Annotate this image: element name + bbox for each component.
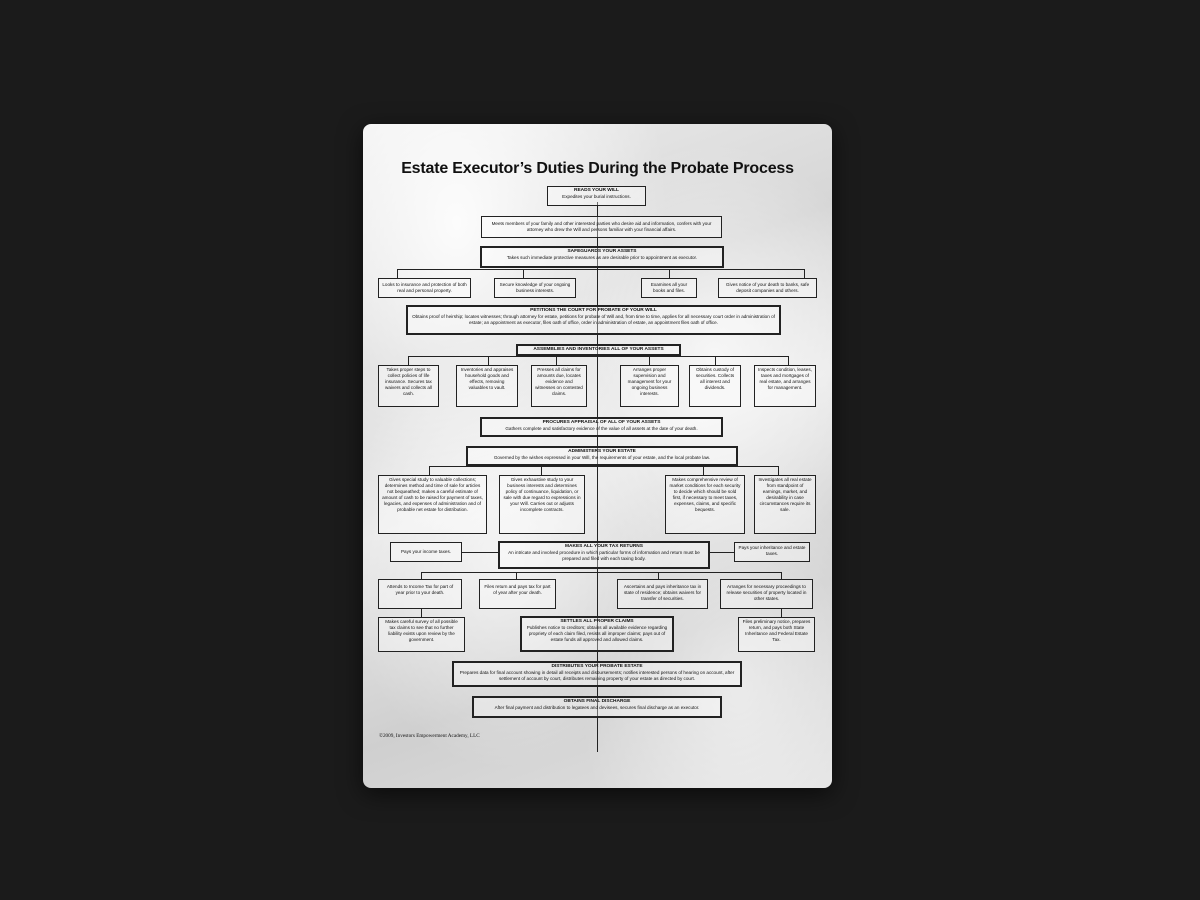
tax-returns-box: MAKES ALL YOUR TAX RETURNS An intricate and involved procedure in which particular forms of information and return must be prepared and filed with each taxing body.	[498, 541, 710, 569]
settles-box: SETTLES ALL PROPER CLAIMS Publishes notice to creditors; obtains all available evidence regarding propriety of each claim filed, resists all improper claims; pays out of estate funds all approved and allowed claims.	[520, 616, 674, 652]
meets-members-box: Meets members of your family and other interested parties who desire aid and information, confers with your attorney who drew the Will and persons familiar with your financial affairs.	[481, 216, 722, 238]
connector	[703, 466, 704, 475]
connector	[658, 572, 659, 579]
connector	[397, 269, 805, 270]
connector	[421, 572, 781, 573]
connector	[541, 466, 542, 475]
safeguards-box: SAFEGUARDS YOUR ASSETS Takes such immediate protective measures as are desirable prior to appointment as executor.	[480, 246, 724, 268]
reads-will-box: READS YOUR WILL Expedites your burial instructions.	[547, 186, 646, 206]
connector	[710, 552, 734, 553]
connector	[429, 466, 430, 475]
connector	[669, 269, 670, 278]
administer-item: Gives exhaustive study to your business interests and determines policy of continuance, liquidation, or sale with due regard to expressions in your Will. Carries out or adjusts incomplete contracts.	[499, 475, 585, 534]
pays-inheritance-box: Pays your inheritance and estate taxes.	[734, 542, 810, 562]
files-preliminary-box: Files preliminary notice, prepares return, and pays both State Inheritance and Federal Estate Tax.	[738, 617, 815, 652]
connector	[715, 356, 716, 365]
administers-box: ADMINISTERS YOUR ESTATE Governed by the wishes expressed in your Will, the requirements of your estate, and the local probate law.	[466, 446, 738, 466]
tax-item: Ascertains and pays inheritance tax in state of residence; obtains waivers for transfer of securities.	[617, 579, 708, 609]
copyright-notice: ©2009, Investors Empowerment Academy, LLC	[379, 733, 480, 739]
tax-item: Attends to Income Tax for part of year prior to your death.	[378, 579, 462, 609]
petitions-box: PETITIONS THE COURT FOR PROBATE OF YOUR WILL Obtains proof of heirship; locates witnesses; through attorney for estate, petitions for probate of Will and, from time to time, applies for all necessary court order in administration of estate; an appointment as executor, files oath of office, order in administration of estate, an appointment files oath of office.	[406, 305, 781, 335]
administer-item: Investigates all real estate from standpoint of earnings, market, and desirability in case circumstances require its sale.	[754, 475, 816, 534]
connector	[649, 356, 650, 365]
discharge-box: OBTAINS FINAL DISCHARGE After final payment and distribution to legatees and devisees, secures final discharge as an executor.	[472, 696, 722, 718]
assembles-box: ASSEMBLIES AND INVENTORIES ALL OF YOUR ASSETS	[516, 344, 681, 356]
assemble-item: Inventories and appraises household goods and effects, removing valuables to vault.	[456, 365, 518, 407]
tax-item: Arranges for necessary proceedings to release securities of property located in other states.	[720, 579, 813, 609]
safeguard-item: Examines all your books and files.	[641, 278, 697, 298]
safeguard-item: Gives notice of your death to banks, safe deposit companies and others.	[718, 278, 817, 298]
connector	[788, 356, 789, 365]
connector	[421, 609, 422, 617]
connector	[781, 609, 782, 617]
assemble-item: Presses all claims for amounts due, locates evidence and witnesses on contested claims.	[531, 365, 587, 407]
safeguard-item: Looks to insurance and protection of both real and personal property.	[378, 278, 471, 298]
pays-income-box: Pays your income taxes.	[390, 542, 462, 562]
safeguard-item: Secure knowledge of your ongoing business interests.	[494, 278, 576, 298]
connector	[397, 269, 398, 278]
procures-box: PROCURES APPRAISAL OF ALL OF YOUR ASSETS Gathers complete and satisfactory evidence of the value of all assets at the date of your death.	[480, 417, 723, 437]
assemble-item: Inspects condition, leases, taxes and mortgages of real estate, and arranges for management.	[754, 365, 816, 407]
connector	[429, 466, 779, 467]
administer-item: Makes comprehensive review of market conditions for each security to decide which should be sold first, if necessary to meet taxes, expenses, claims, and specific bequests.	[665, 475, 745, 534]
connector	[488, 356, 489, 365]
tax-item: Files return and pays tax for part of year after your death.	[479, 579, 556, 609]
connector	[523, 269, 524, 278]
assemble-item: Arranges proper supervision and management for your ongoing business interests.	[620, 365, 679, 407]
connector	[781, 572, 782, 579]
connector	[516, 572, 517, 579]
careful-survey-box: Makes careful survey of all possible tax claims to see that no further liability exists upon review by the government.	[378, 617, 465, 652]
connector	[778, 466, 779, 475]
connector	[408, 356, 409, 365]
connector	[461, 552, 498, 553]
assemble-item: Obtains custody of securities. Collects all interest and dividends.	[689, 365, 741, 407]
assemble-item: Takes proper steps to collect policies of life insurance. Secures tax waivers and collects all cash.	[378, 365, 439, 407]
connector	[556, 356, 557, 365]
page-title: Estate Executor’s Duties During the Probate Process	[401, 160, 794, 177]
administer-item: Gives special study to valuable collections; determines method and time of sale for articles not bequeathed; makes a careful estimate of amount of cash to be raised for payment of taxes, legacies, and expenses of administration and of probable net estate for distribution.	[378, 475, 487, 534]
chart-sheet	[363, 124, 832, 788]
connector	[408, 356, 788, 357]
distributes-box: DISTRIBUTES YOUR PROBATE ESTATE Prepares data for final account showing in detail all receipts and disbursements; notifies interested persons of hearing on account, after settlement of account by court, distributes remaining property of your estate as directed by court.	[452, 661, 742, 687]
connector	[804, 269, 805, 278]
connector	[421, 572, 422, 579]
